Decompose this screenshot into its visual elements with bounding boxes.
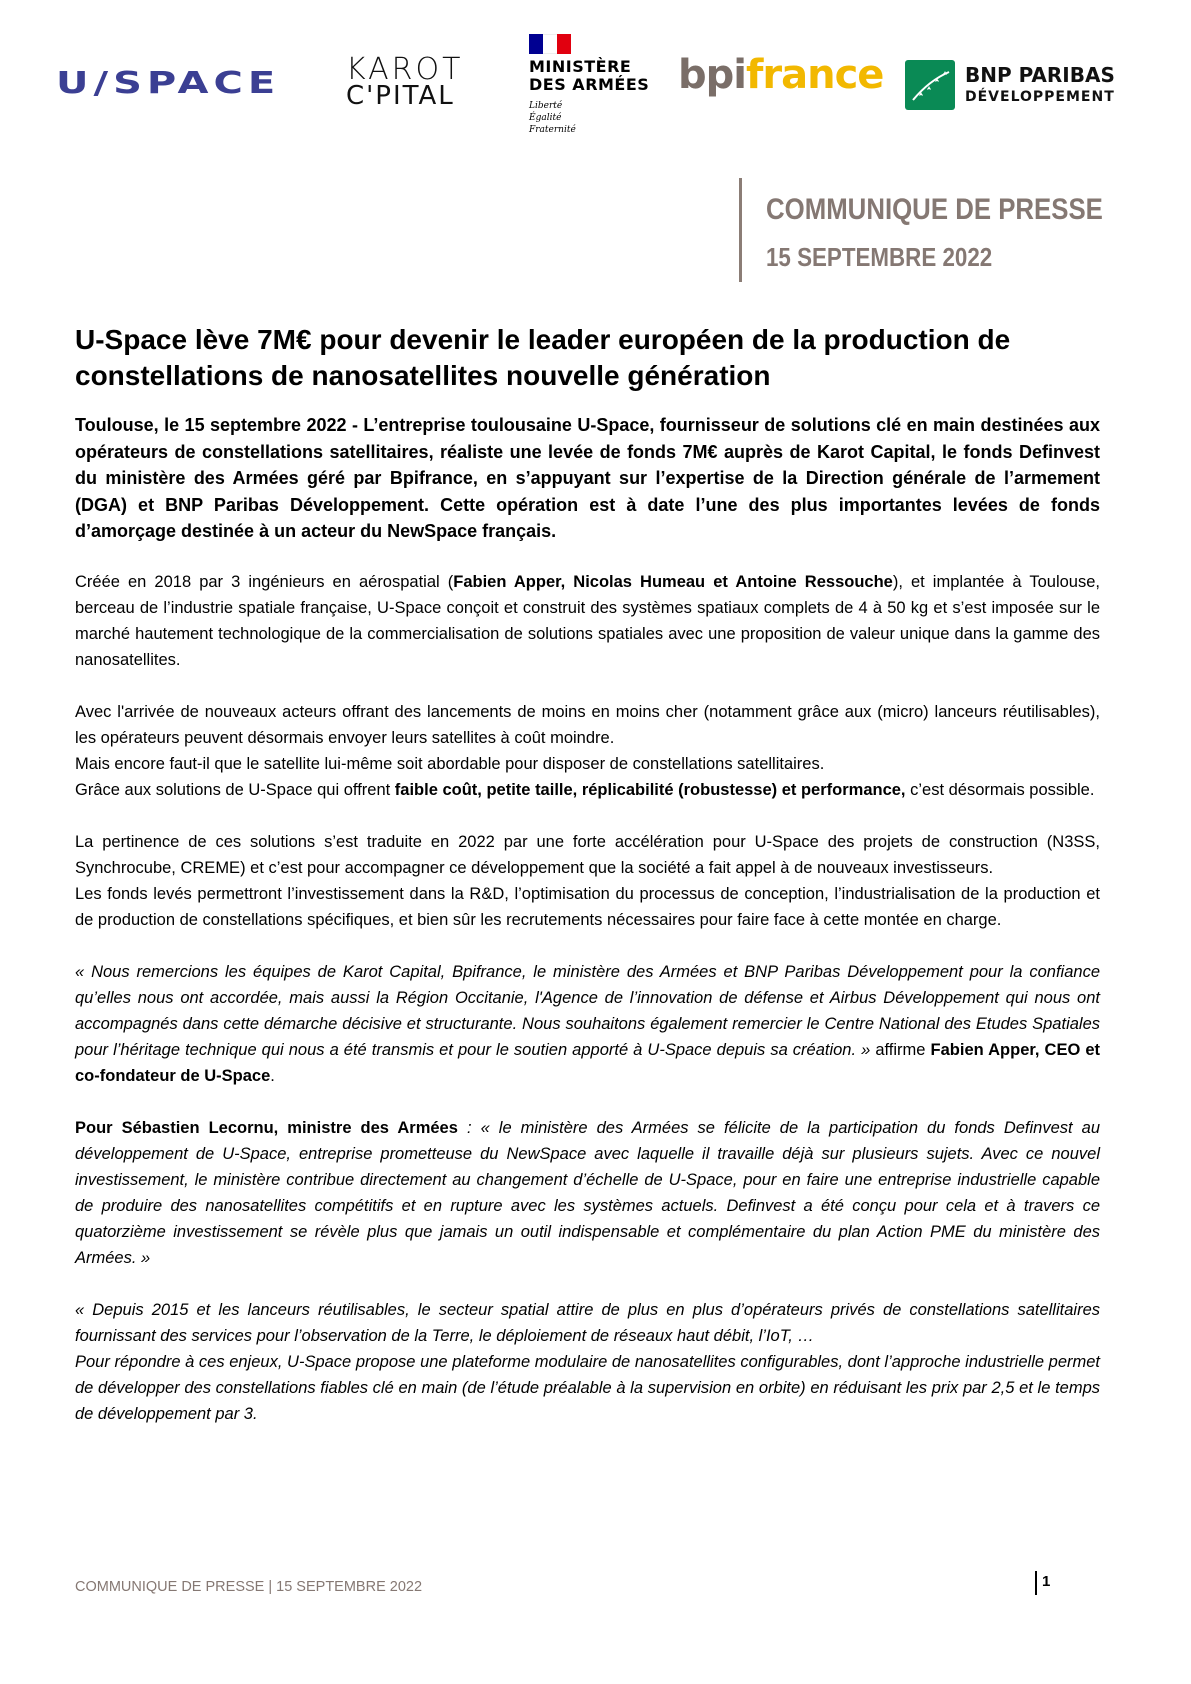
footer-label: COMMUNIQUE DE PRESSE | 15 SEPTEMBRE 2022 bbox=[75, 1579, 423, 1595]
quote-ceo-author: Fabien Apper, CEO et co-fondateur de U-Space bbox=[75, 1040, 1101, 1085]
press-header-divider bbox=[739, 178, 742, 282]
bpi-logo-part1: bpi bbox=[678, 52, 746, 98]
footer-divider bbox=[1035, 1571, 1037, 1595]
bpi-logo-part2: france bbox=[745, 52, 884, 98]
paragraph-founding: Créée en 2018 par 3 ingénieurs en aérospatial (Fabien Apper, Nicolas Humeau et Antoine Ressouche), et implantée à Toulouse, berceau de l’industrie spatiale française, U-Space conçoit et construit des systèmes spatiaux complets de 4 à 50 kg et s’est imposée sur le marché hautement technologique de la commercialisation de solutions spatiales avec une proposition de valeur unique dans la gamme des nanosatellites. bbox=[75, 572, 1100, 669]
article-headline: U-Space lève 7M€ pour devenir le leader européen de la production de constellations de nanosatellites nouvelle génération bbox=[75, 324, 1011, 391]
founders-names: Fabien Apper, Nicolas Humeau et Antoine Ressouche bbox=[453, 572, 893, 591]
marianne-flag-icon bbox=[529, 34, 573, 54]
key-benefits: faible coût, petite taille, réplicabilité (robustesse) et performance, bbox=[394, 780, 906, 799]
article-body bbox=[75, 322, 1100, 1453]
quote-minister-author: Pour Sébastien Lecornu, ministre des Armées bbox=[75, 1118, 458, 1137]
bnp-logo-sub: DÉVELOPPEMENT bbox=[965, 89, 1115, 105]
press-release-date: 15 SEPTEMBRE 2022 bbox=[766, 242, 993, 272]
paragraph-market: Avec l'arrivée de nouveaux acteurs offrant des lancements de moins en moins cher (notamment grâce aux (micro) lanceurs réutilisables), les opérateurs peuvent désormais envoyer leurs satellites à coût moindre. Mais encore faut-il que le satellite lui-même soit abordable pour disposer de constellations satellitaires. Grâce aux solutions de U-Space qui offrent faible coût, petite taille, réplicabilité (robustesse) et performance, c’est désormais possible. bbox=[75, 702, 1100, 799]
press-release-label: COMMUNIQUE DE PRESSE bbox=[766, 193, 1103, 226]
karot-logo-line2: C'PITAL bbox=[346, 81, 455, 111]
logo-banner bbox=[0, 0, 1191, 150]
bnp-logo-name: BNP PARIBAS bbox=[965, 63, 1115, 87]
karot-capital-logo bbox=[346, 52, 464, 111]
karot-logo-line1: KAROT bbox=[346, 52, 464, 87]
bpifrance-logo bbox=[678, 52, 883, 98]
bnp-stars-icon bbox=[905, 60, 955, 110]
ministere-armees-logo bbox=[523, 34, 658, 144]
quote-ceo: « Nous remercions les équipes de Karot Capital, Bpifrance, le ministère des Armées et BNP Paribas Développement pour la confiance qu’elles nous ont accordée, mais aussi la Région Occitanie, l'Agence de l’innovation de défense et Airbus Développement qui nous ont accompagnés dans cette démarche décisive et structurante. Nous souhaitons également remercier le Centre National des Etudes Spatiales pour l’héritage technique qui nous a été transmis et pour le soutien apporté à U-Space depuis sa création. » affirme Fabien Apper, CEO et co-fondateur de U-Space. bbox=[75, 962, 1101, 1085]
lead-paragraph: Toulouse, le 15 septembre 2022 - L’entreprise toulousaine U-Space, fournisseur de solutions clé en main destinées aux opérateurs de constellations satellitaires, réaliste une levée de fonds 7M€ auprès de Karot Capital, le fonds Definvest du ministère des Armées géré par Bpifrance, en s’appuyant sur l’expertise de la Direction générale de l’armement (DGA) et BNP Paribas Développement. Cette opération est à date l’une des plus importantes levées de fonds d’amorçage destinée à un acteur du NewSpace français. bbox=[75, 415, 1100, 541]
ministere-name: MINISTÈRE DES ARMÉES bbox=[529, 57, 650, 94]
republic-motto: Liberté Égalité Fraternité bbox=[529, 101, 576, 135]
quote-minister: Pour Sébastien Lecornu, ministre des Armées : « le ministère des Armées se félicite de la participation du fonds Definvest au développement de U-Space, entreprise prometteuse du NewSpace avec laquelle il travaille déjà sur plusieurs sujets. Avec ce nouvel investissement, le ministère contribue directement au changement d’échelle de U-Space, pour en faire une entreprise industrielle capable de produire des nanosatellites compétitifs et en rupture avec les systèmes actuels. Definvest a été conçu pour cela et à travers ce quatorzième investissement se révèle plus que jamais un outil indispensable et complémentaire du plan Action PME du ministère des Armées. » bbox=[75, 1118, 1100, 1267]
quote-platform: « Depuis 2015 et les lanceurs réutilisables, le secteur spatial attire de plus en plus d’opérateurs privés de constellations satellitaires fournissant des services pour l’observation de la Terre, le déploiement de réseaux haut débit, l’IoT, … Pour répondre à ces enjeux, U-Space propose une plateforme modulaire de nanosatellites configurables, dont l’approche industrielle permet de développer des constellations fiables clé en main (de l’étude préalable à la supervision en orbite) en réduisant les prix par 2,5 et le temps de développement par 3. bbox=[75, 1300, 1100, 1423]
paragraph-funding-use: La pertinence de ces solutions s’est traduite en 2022 par une forte accélération pour U-Space des projets de construction (N3SS, Synchrocube, CREME) et c’est pour accompagner ce développement que la société a fait appel à de nouveaux investisseurs. Les fonds levés permettront l’investissement dans la R&D, l’optimisation du processus de conception, l’industrialisation de la production et de production de constellations spécifiques, et bien sûr les recrutements nécessaires pour faire face à cette montée en charge. bbox=[75, 832, 1100, 929]
page-number: 1 bbox=[1042, 1573, 1051, 1590]
uspace-logo bbox=[56, 66, 280, 101]
uspace-logo-text: U/SPACE bbox=[56, 66, 281, 101]
